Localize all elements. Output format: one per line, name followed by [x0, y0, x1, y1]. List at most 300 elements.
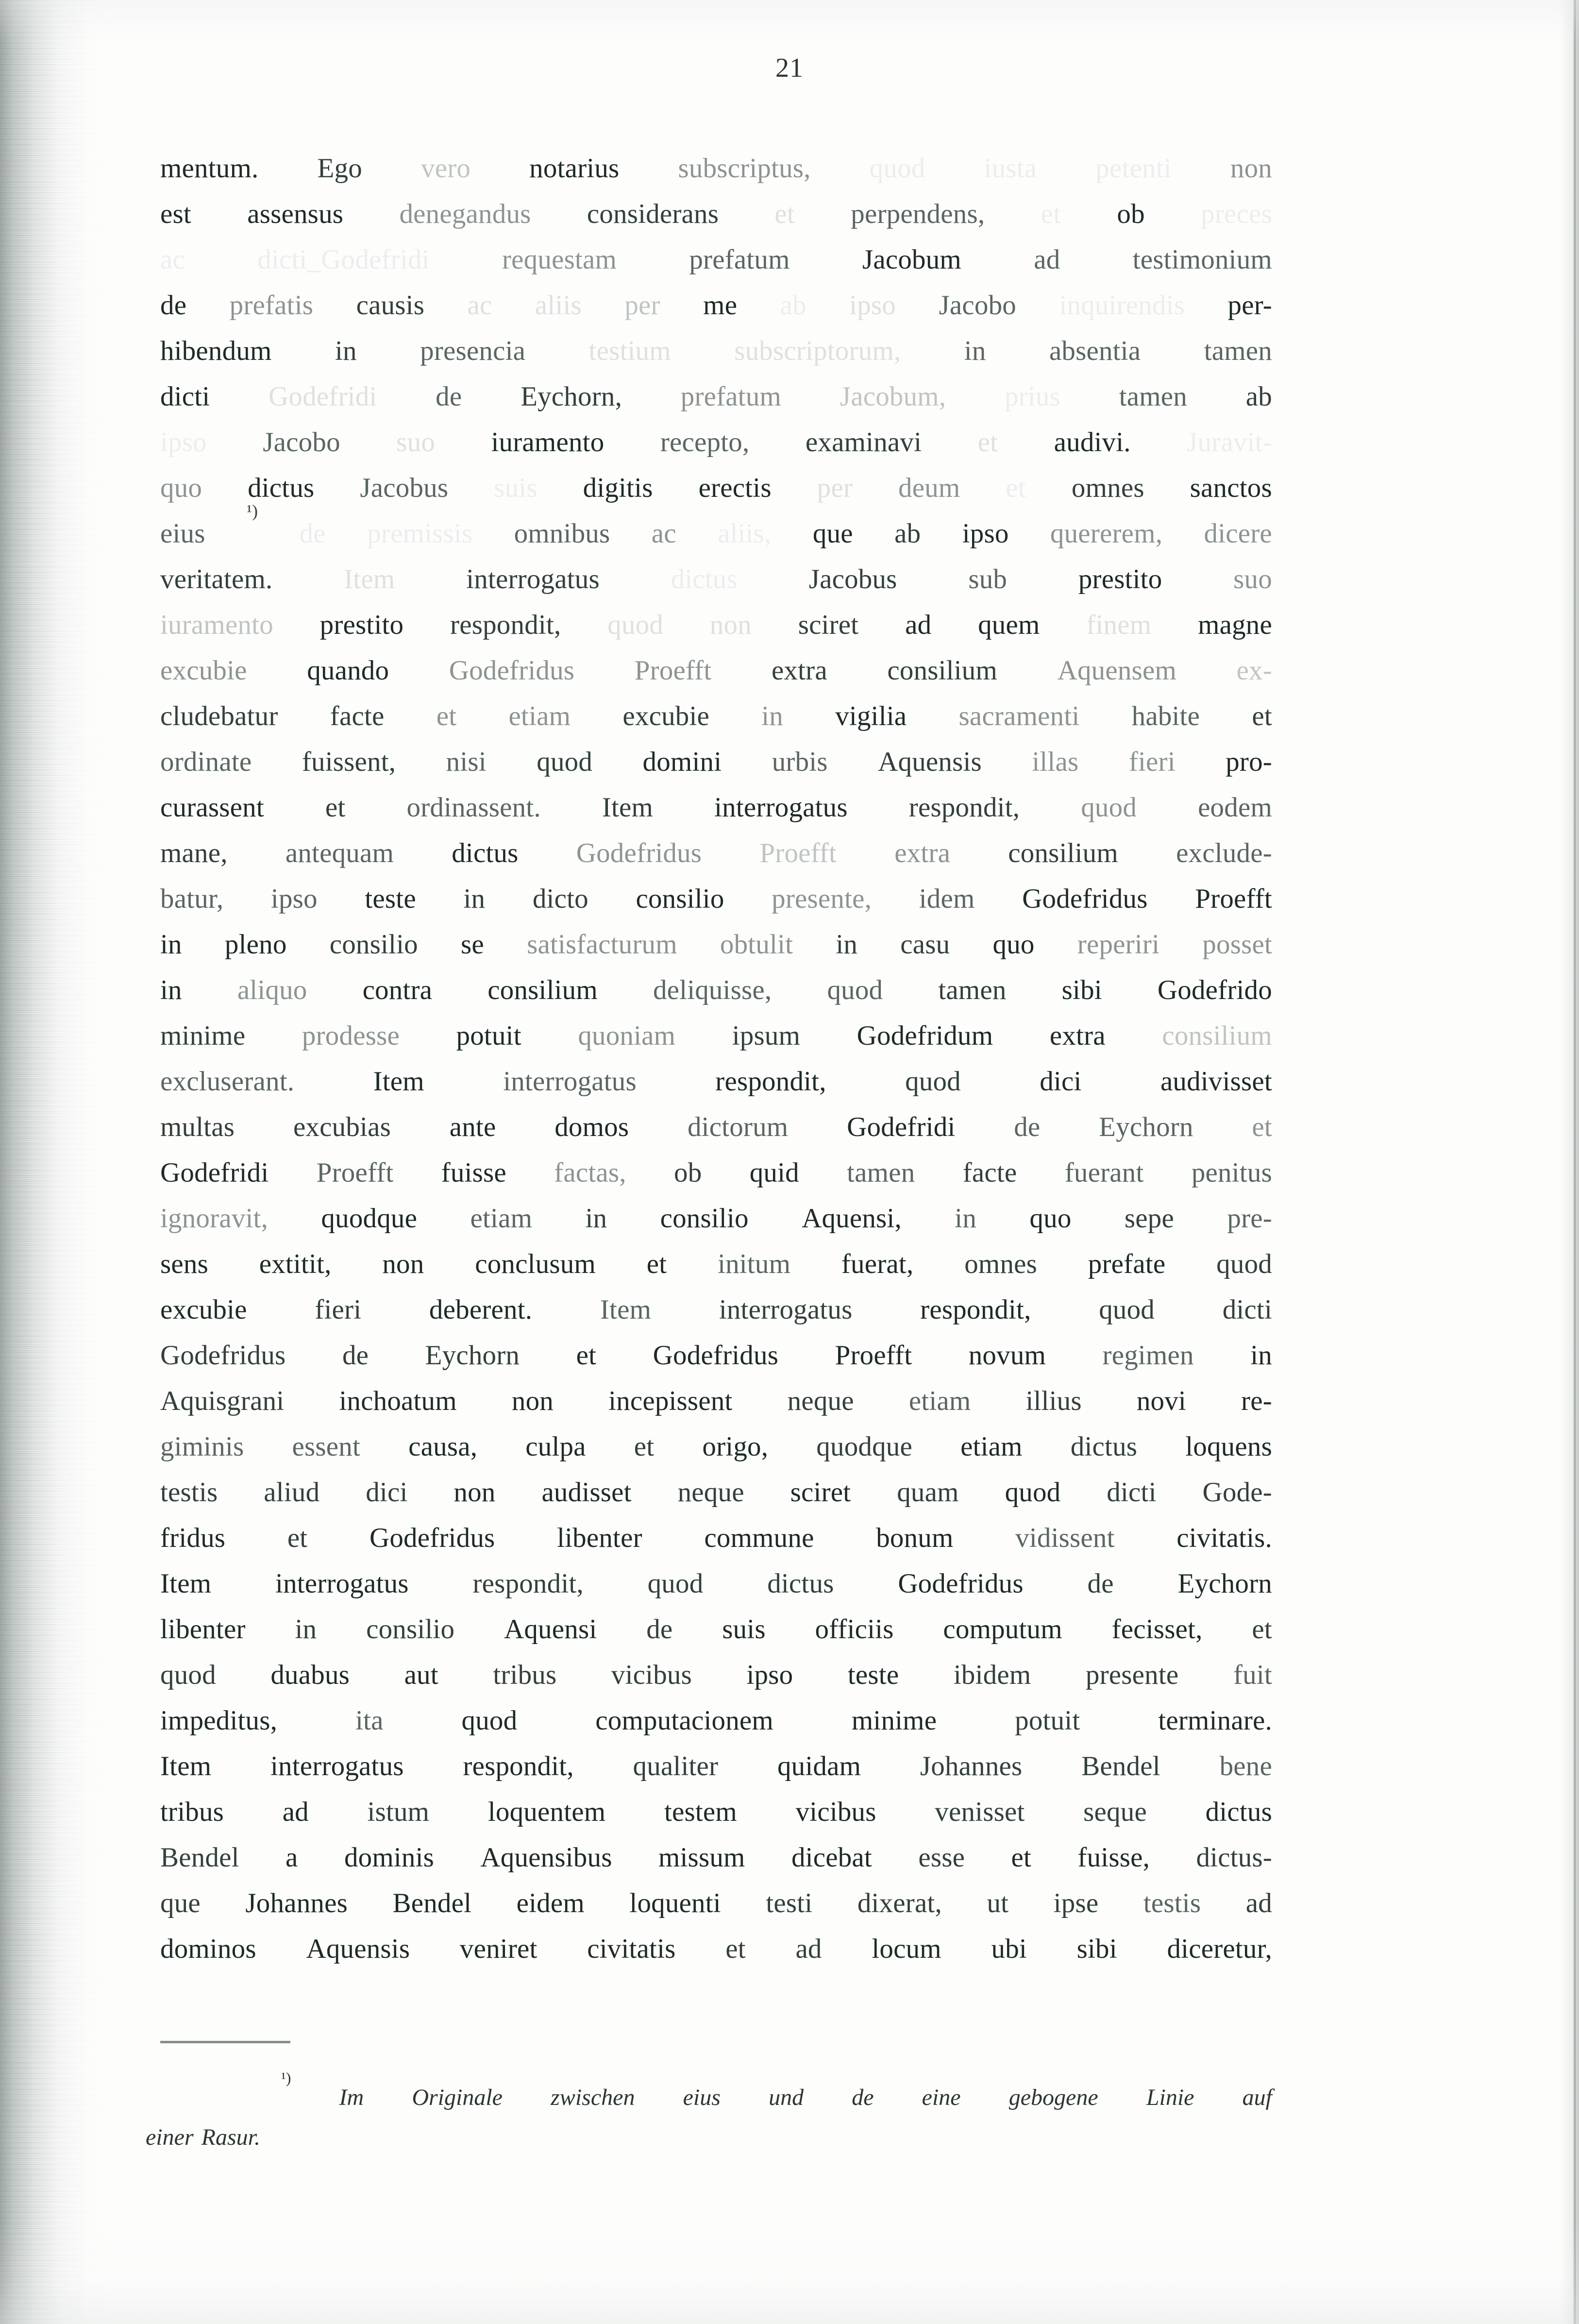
word: libenter: [160, 1614, 246, 1645]
word: minime: [160, 1020, 246, 1051]
word: vigilia: [835, 701, 907, 731]
word: inchoatum: [339, 1386, 457, 1416]
word: duabus: [270, 1660, 350, 1690]
word: et: [1252, 1112, 1272, 1142]
text-line: [160, 967, 1272, 1013]
word: hibendum: [160, 336, 272, 366]
word: que: [812, 518, 853, 549]
text-line: [160, 1104, 1272, 1150]
word: respondit,: [920, 1294, 1031, 1325]
word: audivi.: [1054, 427, 1131, 458]
word: potuit: [456, 1020, 521, 1051]
word: consilio: [660, 1203, 749, 1234]
word: Proefft: [316, 1157, 394, 1188]
word: ipsum: [732, 1020, 801, 1051]
word: prefate: [1088, 1249, 1166, 1279]
word: etiam: [908, 1386, 971, 1416]
word: pro-: [1226, 746, 1272, 777]
word: in: [335, 336, 357, 366]
word: sciret: [790, 1477, 851, 1508]
word: etiam: [960, 1431, 1023, 1462]
footnote-line: [146, 2118, 1272, 2157]
word: origo,: [702, 1431, 769, 1462]
word: deliquisse,: [653, 975, 772, 1005]
word: quo: [1029, 1203, 1072, 1234]
word: prefatum: [680, 381, 782, 412]
word: consilio: [366, 1614, 455, 1645]
word: prodesse: [302, 1020, 400, 1051]
word: dicebat: [791, 1842, 872, 1873]
word: quodque: [321, 1203, 418, 1234]
word: quod: [1081, 792, 1137, 823]
word: de: [1014, 1112, 1041, 1142]
word: Eychorn,: [521, 381, 622, 412]
word: quererem,: [1050, 518, 1163, 549]
word: digitis: [583, 473, 653, 503]
text-line: [160, 1470, 1272, 1515]
word: suis: [494, 473, 538, 503]
text-line: [160, 1424, 1272, 1470]
footnote-word: de: [852, 2085, 874, 2110]
word: esse: [918, 1842, 965, 1873]
word: Johannes: [245, 1888, 348, 1918]
word: Aquensis: [306, 1934, 410, 1964]
word: Johannes: [920, 1751, 1023, 1781]
word: respondit,: [472, 1568, 584, 1599]
footnote-word: Linie: [1146, 2085, 1194, 2110]
word: diceretur,: [1167, 1934, 1272, 1964]
word: potuit: [1015, 1705, 1080, 1736]
word: dictus-: [1196, 1842, 1272, 1873]
word: et: [325, 792, 346, 823]
word: giminis: [160, 1431, 244, 1462]
word: quod: [607, 610, 664, 640]
word: dici: [1040, 1066, 1082, 1097]
word: in: [160, 929, 182, 960]
word: satisfacturum: [527, 929, 677, 960]
word: Godefridi: [160, 1157, 269, 1188]
word: dictus: [1070, 1431, 1138, 1462]
word: Bendel: [392, 1888, 472, 1918]
word: perpendens,: [851, 199, 985, 229]
word: et: [1252, 1614, 1272, 1645]
word: omnes: [964, 1249, 1038, 1279]
word: quo: [992, 929, 1035, 960]
word: non: [382, 1249, 424, 1279]
word: presencia: [420, 336, 526, 366]
word: Ego: [317, 153, 362, 184]
word: dixerat,: [857, 1888, 942, 1918]
word: et: [774, 199, 795, 229]
word: etiam: [508, 701, 571, 731]
word: quam: [897, 1477, 959, 1508]
word: eidem: [516, 1888, 585, 1918]
word: non: [709, 610, 752, 640]
text-line: [160, 328, 1272, 374]
word: suo: [1233, 564, 1272, 594]
text-line: [160, 739, 1272, 785]
word: quod: [827, 975, 883, 1005]
word: quoniam: [578, 1020, 676, 1051]
word: ad: [905, 610, 932, 640]
text-line: [160, 1607, 1272, 1652]
word: aliquo: [237, 975, 307, 1005]
word: excubie: [160, 1294, 247, 1325]
word: quod: [160, 1660, 216, 1690]
word: fridus: [160, 1523, 226, 1553]
word: locum: [872, 1934, 941, 1964]
word: illas: [1032, 746, 1079, 777]
word: cludebatur: [160, 701, 278, 731]
text-line: [160, 1059, 1272, 1104]
word: Item: [344, 564, 395, 594]
word: facte: [962, 1157, 1017, 1188]
word: Jacobum: [862, 244, 961, 275]
word: ita: [355, 1705, 384, 1736]
word: vidissent: [1015, 1523, 1115, 1553]
word: batur,: [160, 883, 224, 914]
word: casu: [900, 929, 950, 960]
text-line: [160, 648, 1272, 694]
word: non: [511, 1386, 554, 1416]
word: requestam: [502, 244, 617, 275]
word: in: [836, 929, 858, 960]
word: contra: [362, 975, 433, 1005]
word: Juravit-: [1187, 427, 1272, 458]
word: sciret: [798, 610, 859, 640]
word: quod: [537, 746, 593, 777]
word: teste: [847, 1660, 899, 1690]
word: eodem: [1198, 792, 1272, 823]
word: Aquensibus: [480, 1842, 612, 1873]
word: ac: [160, 244, 185, 275]
word: per-: [1227, 290, 1272, 321]
word: tribus: [493, 1660, 557, 1690]
word: Aquensem: [1057, 655, 1176, 686]
word: civitatis.: [1176, 1523, 1272, 1553]
text-line: [160, 1196, 1272, 1241]
word: Item: [602, 792, 654, 823]
word: quod: [1099, 1294, 1155, 1325]
word: ordinassent.: [406, 792, 541, 823]
word: a: [286, 1842, 298, 1873]
word: veritatem.: [160, 564, 273, 594]
word: Aquensis: [878, 746, 982, 777]
word: extra: [1049, 1020, 1106, 1051]
word: Item: [373, 1066, 424, 1097]
footnote-word: auf: [1242, 2085, 1272, 2110]
word: Godefridus: [1022, 883, 1148, 914]
text-line: [160, 1789, 1272, 1835]
word: respondit,: [715, 1066, 826, 1097]
word: bene: [1219, 1751, 1272, 1781]
word: essent: [292, 1431, 361, 1462]
word: absentia: [1049, 336, 1141, 366]
footnote-word: einer: [146, 2124, 194, 2150]
word: minime: [851, 1705, 937, 1736]
text-line: [160, 501, 1272, 557]
word: per: [624, 290, 660, 321]
word: et: [634, 1431, 655, 1462]
word: interrogatus: [466, 564, 600, 594]
word: Godefridus: [449, 655, 575, 686]
word: preces: [1201, 199, 1272, 229]
word: ante: [449, 1112, 496, 1142]
footnote-word: zwischen: [551, 2085, 635, 2110]
word: Proefft: [759, 838, 837, 868]
word: excubie: [622, 701, 710, 731]
word: vicibus: [795, 1797, 876, 1827]
word: et: [977, 427, 998, 458]
word: sens: [160, 1249, 208, 1279]
word: recepto,: [660, 427, 750, 458]
word: seque: [1083, 1797, 1147, 1827]
word: aut: [404, 1660, 438, 1690]
word: in: [955, 1203, 977, 1234]
word: Aquisgrani: [160, 1386, 285, 1416]
word: dominos: [160, 1934, 256, 1964]
word: in: [585, 1203, 607, 1234]
word: extra: [771, 655, 827, 686]
word: reperiri: [1077, 929, 1160, 960]
word: suo: [396, 427, 436, 458]
word: consilium: [1008, 838, 1118, 868]
word: in: [1250, 1340, 1272, 1371]
word: Jacobus: [808, 564, 897, 594]
word: causa,: [408, 1431, 478, 1462]
word: dominis: [344, 1842, 435, 1873]
word: Eychorn: [1099, 1112, 1193, 1142]
word: in: [295, 1614, 317, 1645]
word: Item: [600, 1294, 652, 1325]
word: respondit,: [463, 1751, 574, 1781]
word: consilium: [1162, 1020, 1272, 1051]
word: testem: [664, 1797, 737, 1827]
word: sanctos: [1190, 473, 1272, 503]
word: ipso: [962, 518, 1009, 549]
word: prestito: [1078, 564, 1162, 594]
word: dici: [366, 1477, 408, 1508]
footnote-word: Originale: [412, 2085, 503, 2110]
word: et: [576, 1340, 597, 1371]
word: de: [646, 1614, 673, 1645]
word: etiam: [470, 1203, 533, 1234]
word: quod: [869, 153, 925, 184]
word: neque: [787, 1386, 854, 1416]
word: domini: [642, 746, 722, 777]
word: impeditus,: [160, 1705, 278, 1736]
word: in: [463, 883, 486, 914]
word: inquirendis: [1059, 290, 1185, 321]
word: excubie: [160, 655, 247, 686]
word: Godefridus: [369, 1523, 495, 1553]
word: civitatis: [587, 1934, 676, 1964]
word: ob: [674, 1157, 702, 1188]
word: Godefridi: [269, 381, 377, 412]
word: ex-: [1236, 655, 1272, 686]
word: tribus: [160, 1797, 224, 1827]
word: ignoravit,: [160, 1203, 269, 1234]
word: Proefft: [835, 1340, 912, 1371]
word: teste: [365, 883, 416, 914]
word: ubi: [991, 1934, 1027, 1964]
word: quod: [1005, 1477, 1061, 1508]
text-line: [160, 191, 1272, 237]
text-line: [160, 557, 1272, 602]
text-line: [160, 1515, 1272, 1561]
word: ipso: [746, 1660, 793, 1690]
word: habite: [1131, 701, 1200, 731]
text-line: [160, 1378, 1272, 1424]
body-text: [160, 146, 1272, 1972]
word: regimen: [1102, 1340, 1194, 1371]
word: testis: [1143, 1888, 1201, 1918]
word: audivisset: [1160, 1066, 1272, 1097]
text-line: [160, 785, 1272, 831]
word: ad: [795, 1934, 822, 1964]
text-line: [160, 1652, 1272, 1698]
page-number: 21: [775, 53, 804, 83]
word: non: [454, 1477, 496, 1508]
word: notarius: [529, 153, 620, 184]
word: antequam: [285, 838, 394, 868]
word: obtulit: [720, 929, 793, 960]
word: quid: [749, 1157, 799, 1188]
word: libenter: [557, 1523, 642, 1553]
word: idem: [919, 883, 975, 914]
word: domos: [554, 1112, 629, 1142]
word: Godefrido: [1157, 975, 1272, 1005]
word: ipso: [160, 427, 207, 458]
word: Aquensi,: [802, 1203, 902, 1234]
word: extra: [894, 838, 951, 868]
word: loquentem: [487, 1797, 606, 1827]
word: presente,: [772, 883, 872, 914]
word: premissis: [367, 518, 473, 549]
word: de: [299, 518, 326, 549]
word: incepissent: [608, 1386, 733, 1416]
word: ut: [987, 1888, 1009, 1918]
word: interrogatus: [719, 1294, 853, 1325]
word: in: [964, 336, 986, 366]
word: in: [761, 701, 783, 731]
word: finem: [1086, 610, 1152, 640]
word: illius: [1025, 1386, 1082, 1416]
word: dictorum: [687, 1112, 789, 1142]
word: de: [342, 1340, 369, 1371]
word: Godefridi: [847, 1112, 956, 1142]
word: quidam: [777, 1751, 861, 1781]
text-line: [160, 1835, 1272, 1881]
footnote-word: Rasur.: [201, 2124, 260, 2150]
word: urbis: [772, 746, 828, 777]
word: et: [646, 1249, 667, 1279]
word: eius: [160, 518, 205, 549]
text-line: [160, 1013, 1272, 1059]
word: exclude-: [1176, 838, 1272, 868]
word: fuit: [1233, 1660, 1272, 1690]
word: Aquensi: [504, 1614, 597, 1645]
text-line: [160, 420, 1272, 465]
footnote-word: eine: [922, 2085, 961, 2110]
word: ab: [1245, 381, 1272, 412]
word: fuerant: [1064, 1157, 1144, 1188]
word: ac: [467, 290, 492, 321]
word: Godefridus: [898, 1568, 1024, 1599]
word: extitit,: [259, 1249, 332, 1279]
word: Proefft: [634, 655, 712, 686]
word: loquens: [1185, 1431, 1272, 1462]
word: ad: [1245, 1888, 1272, 1918]
word: ad: [282, 1797, 309, 1827]
footnote-word: und: [769, 2085, 804, 2110]
word: dicti_Godefridi: [257, 244, 430, 275]
word: que: [160, 1888, 201, 1918]
word: Eychorn: [425, 1340, 520, 1371]
text-line: [160, 1333, 1272, 1378]
word: me: [703, 290, 738, 321]
word: Bendel: [160, 1842, 239, 1873]
word: dicere: [1204, 518, 1272, 549]
word: quem: [978, 610, 1040, 640]
word: ac: [651, 518, 676, 549]
text-line: [160, 283, 1272, 328]
word: mane,: [160, 838, 228, 868]
word: dictus: [452, 838, 519, 868]
word: magne: [1198, 610, 1272, 640]
word: fuerat,: [841, 1249, 914, 1279]
footnote-word: gebogene: [1008, 2085, 1098, 2110]
text-line: [160, 1287, 1272, 1333]
word: testis: [160, 1477, 218, 1508]
word: omnes: [1071, 473, 1144, 503]
text-line: [160, 831, 1272, 876]
word: quod: [461, 1705, 518, 1736]
word: presente: [1085, 1660, 1179, 1690]
text-line: [160, 374, 1272, 420]
word: et: [1252, 701, 1272, 731]
word: fuisse: [441, 1157, 506, 1188]
word: pleno: [224, 929, 287, 960]
word: commune: [704, 1523, 814, 1553]
word: Bendel: [1081, 1751, 1160, 1781]
word: penitus: [1191, 1157, 1272, 1188]
word: nisi: [446, 746, 487, 777]
word: et: [436, 701, 457, 731]
word: aliis: [535, 290, 582, 321]
word: interrogatus: [275, 1568, 409, 1599]
word: de: [160, 290, 187, 321]
word: vicibus: [611, 1660, 692, 1690]
word: Jacobum,: [840, 381, 946, 412]
word: tamen: [938, 975, 1007, 1005]
word: ipso: [849, 290, 896, 321]
word: subscriptorum,: [734, 336, 901, 366]
word: dicti: [1222, 1294, 1272, 1325]
word: sibi: [1061, 975, 1102, 1005]
word: et: [1041, 199, 1061, 229]
word: et: [1006, 473, 1026, 503]
word: dictus: [1205, 1797, 1272, 1827]
footnote-word: Im: [339, 2085, 364, 2110]
text-line: [160, 237, 1272, 283]
word: quod: [1216, 1249, 1272, 1279]
footnote-marker: ¹): [281, 2069, 291, 2087]
word: respondit,: [450, 610, 561, 640]
word: iusta: [984, 153, 1037, 184]
footnote-line: [146, 2069, 1272, 2118]
word: quod: [905, 1066, 961, 1097]
